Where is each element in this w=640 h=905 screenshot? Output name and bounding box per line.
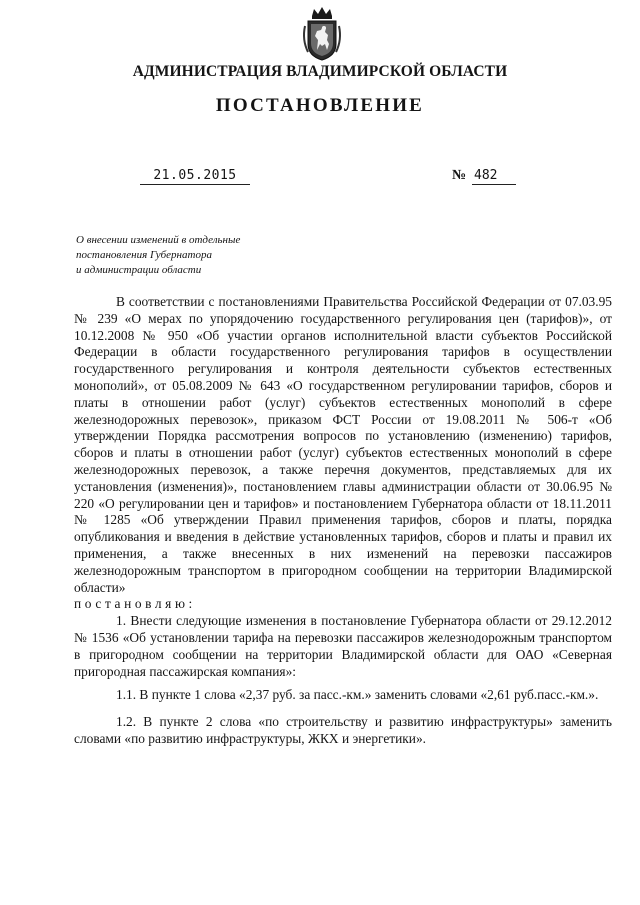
subject-line: постановления Губернатора — [76, 249, 212, 261]
organization-name: АДМИНИСТРАЦИЯ ВЛАДИМИРСКОЙ ОБЛАСТИ — [132, 63, 508, 80]
item-1-2-paragraph: 1.2. В пункте 2 слова «по строительству и развитию инфраструктуры» заменить словами «по развитию инфраструктуры, ЖКХ и энергетики». — [74, 714, 612, 746]
subject-line: и администрации области — [76, 264, 202, 276]
coat-of-arms-icon — [300, 6, 344, 62]
preamble-paragraph: В соответствии с постановлениями Правительства Российской Федерации от 07.03.95 № 239 «О мерах по упорядочению государственного регулирования цен (тарифов)», от 10.12.2008 № 950 «Об участии органов исполнительной власти субъектов Российской Федерации в области государственного регулирования тарифов в осуществлении государственного регулирования и контроля деятельности субъектов естественных монополий», от 05.08.2009 № 643 «О государственном регулировании тарифов, сборов и платы в отношении работ (услуг) субъектов естественных монополий в сфере железнодорожных перевозок», приказом ФСТ России от 19.08.2011 № 506-т «Об утверждении Порядка рассмотрения вопросов по установлению (изменению) тарифов, сборов и платы в отношении работ (услуг) субъектов естественных монополий в сфере железнодорожных перевозок, а также перечня документов, представляемых для их установления (изменения)», постановлением главы администрации области от 30.06.95 № 220 «О регулировании цен и тарифов» и постановлением Губернатора области от 18.11.2011 № 1285 «Об утверждении Правил применения тарифов, сборов и платы, порядка опубликования и введения в действие установленных тарифов, сборов и платы и правил их применения, а также внесенных в них изменений на перевозки пассажиров железнодорожным транспортом в пригородном сообщении на территории Владимирской области» — [74, 294, 612, 595]
item-1-paragraph: 1. Внести следующие изменения в постановление Губернатора области от 29.12.2012 № 1536 «Об установлении тарифа на перевозки пассажиров железнодорожным транспортом в пригородном сообщении на территории Владимирской области для ОАО «Северная пригородная пассажирская компания»: — [74, 613, 612, 679]
item-1-1-paragraph: 1.1. В пункте 1 слова «2,37 руб. за пасс.-км.» заменить словами «2,61 руб.пасс.-км.». — [116, 687, 599, 703]
document-number: 482 — [472, 168, 516, 185]
document-type-title: ПОСТАНОВЛЕНИЕ — [215, 95, 425, 116]
subject-line: О внесении изменений в отдельные — [76, 234, 241, 246]
document-number-label: № — [452, 168, 467, 183]
decree-word: постановляю: — [74, 596, 196, 612]
document-date: 21.05.2015 — [140, 168, 250, 185]
document-subject — [76, 233, 286, 278]
document-body — [74, 294, 612, 748]
